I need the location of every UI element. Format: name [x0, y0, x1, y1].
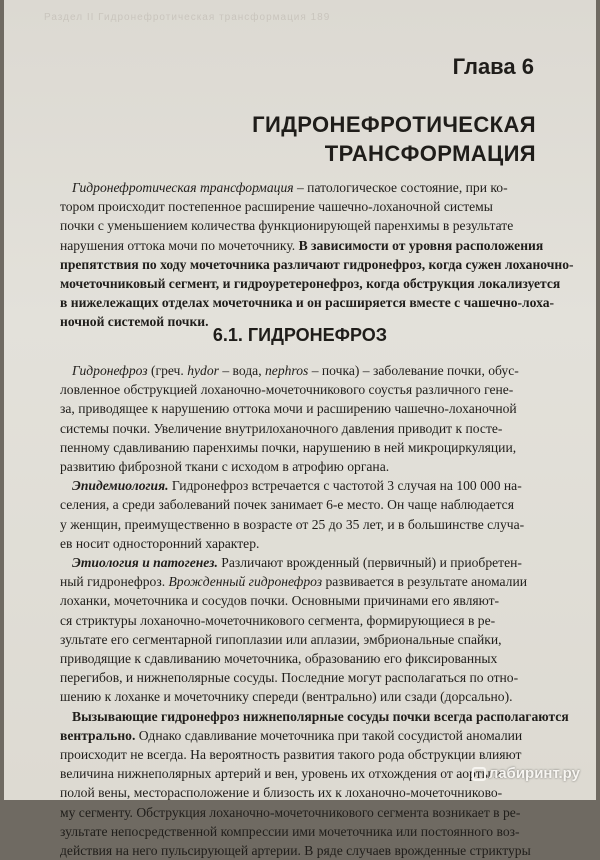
text-span: мочеточниковый сегмент, и гидроуретеронефроз, когда обструкция локализуется [60, 276, 561, 292]
text-span: приводящие к сдавливанию мочеточника, образованию его фиксированных [60, 651, 498, 667]
text-line [60, 630, 536, 649]
text-line [60, 361, 536, 380]
text-span: – вода, [218, 363, 265, 378]
text-span: полой вены, месторасположение и близость их к лоханочно-мочеточниково- [60, 785, 503, 801]
chapter-label: Глава 6 [452, 54, 534, 79]
text-line [60, 274, 561, 293]
text-line [60, 649, 536, 668]
text-span: Врожденный гидронефроз [168, 574, 323, 590]
labirint-logo-icon [472, 767, 486, 781]
text-span: селения, а среди заболеваний почек занимает 6-е место. Он чаще наблюдается [60, 497, 514, 513]
text-span: ся стриктуры лоханочно-мочеточникового сегмента, формирующиеся в ре- [60, 612, 496, 628]
text-span: Эпидемиология. [72, 478, 169, 494]
text-line [60, 822, 536, 841]
text-span: происходит не всегда. На вероятность развития такого рода обструкции влияют [60, 747, 522, 763]
text-line [60, 457, 536, 476]
text-span: ловленное обструкцией лоханочно-мочеточникового соустья различного гене- [60, 382, 514, 398]
text-span: тором происходит постепенное расширение чашечно-лоханочной системы [60, 199, 493, 215]
text-span: Гидронефроз встречается с частотой 3 случая на 100 000 на- [168, 478, 522, 494]
text-span: В зависимости от уровня расположения [298, 237, 544, 253]
text-line [60, 380, 536, 399]
text-span: величина нижнеполярных артерий и вен, уровень их отхождения от аорты и [60, 766, 502, 782]
text-line [60, 216, 536, 235]
text-span: Различают врожденный (первичный) и приобретен- [217, 555, 522, 571]
text-span: шению к лоханке и мочеточнику спереди (вентрально) или сзади (дорсально). [60, 689, 513, 705]
text-line [60, 591, 536, 610]
text-span: лоханки, мочеточника и сосудов почки. Основными причинами его являют- [60, 593, 500, 609]
text-line [60, 495, 536, 514]
text-span: системы почки. Увеличение внутрилоханочного давления приводит к посте- [60, 420, 503, 436]
text-line [60, 515, 536, 534]
text-line [60, 764, 536, 783]
text-line [60, 399, 536, 418]
text-line [60, 687, 536, 706]
text-line [60, 438, 536, 457]
text-span: Вызывающие гидронефроз нижнеполярные сосуды почки всегда располагаются [72, 708, 569, 724]
text-span: – почка) – заболевание почки, обус- [308, 363, 519, 378]
text-line [60, 476, 536, 495]
text-span: почки с уменьшением количества функционирующей паренхимы в результате [60, 218, 514, 234]
text-line [60, 534, 536, 553]
text-line [60, 841, 536, 860]
text-span: зультате его сегментарной гипоплазии или аплазии, эмбриональные спайки, [60, 631, 502, 647]
text-span: развивается в результате аномалии [322, 574, 528, 590]
book-page [4, 0, 596, 859]
text-span: nephros [265, 363, 309, 378]
text-span: за, приводящее к нарушению оттока мочи и расширению чашечно-лоханочной [60, 401, 517, 417]
text-span: ночной системой почки. [60, 314, 209, 330]
text-line [60, 803, 536, 822]
text-line [60, 197, 536, 216]
text-line [60, 783, 536, 802]
text-span: (греч. [147, 363, 188, 378]
text-line [60, 668, 536, 687]
text-span: му сегменту. Обструкция лоханочно-мочеточникового сегмента возникает в ре- [60, 804, 521, 820]
text-span: вентрально. [60, 727, 136, 743]
text-span: Гидронефроз [72, 363, 148, 378]
text-span: препятствия по ходу мочеточника различают гидронефроз, когда сужен лоханочно- [60, 256, 574, 272]
text-span: ный гидронефроз. [60, 574, 169, 590]
text-span: ев носит односторонний характер. [60, 535, 260, 551]
watermark [472, 765, 580, 782]
text-line [60, 255, 574, 274]
text-line [60, 419, 536, 438]
section-heading: 6.1. ГИДРОНЕФРОЗ [212, 325, 388, 345]
watermark-text: лабиринт.ру [488, 765, 580, 782]
text-span: пенному сдавливанию паренхимы почки, нарушению в ней микроциркуляции, [60, 439, 517, 455]
text-line [60, 553, 536, 572]
text-line [60, 611, 536, 630]
text-line [60, 293, 555, 312]
text-span: зультате непосредственной компрессии ими мочеточника или постоянного воз- [60, 823, 520, 839]
text-line [60, 178, 536, 197]
text-span: hydor [187, 363, 219, 378]
text-span: развитию фиброзной ткани с исходом в атрофию органа. [60, 459, 390, 475]
text-span: Гидронефротическая трансформация [72, 180, 294, 195]
section-body [60, 361, 569, 860]
text-span: действия на него пульсирующей артерии. В ряде случаев врожденные стриктуры [60, 843, 531, 859]
text-line [60, 236, 544, 255]
text-span: – патологическое состояние, при ко- [293, 180, 508, 195]
text-span: у женщин, преимущественно в возрасте от 25 до 35 лет, и в большинстве случа- [60, 516, 525, 532]
running-header: Раздел II Гидронефротическая трансформация 189 [44, 12, 331, 23]
text-line [60, 745, 536, 764]
text-span: Этиология и патогенез. [72, 555, 218, 571]
text-span: нарушения оттока мочи по мочеточнику. [60, 237, 299, 253]
text-span: Однако сдавливание мочеточника при такой сосудистой аномалии [135, 727, 523, 743]
chapter-title [4, 110, 536, 168]
text-line [60, 726, 536, 745]
text-line [60, 572, 536, 591]
chapter-title-line-2: ТРАНСФОРМАЦИЯ [324, 141, 536, 166]
chapter-title-line-1: ГИДРОНЕФРОТИЧЕСКАЯ [252, 112, 536, 137]
text-span: перегибов, и нижнеполярные сосуды. Последние могут располагаться по отно- [60, 670, 519, 686]
text-line [60, 707, 569, 726]
intro-paragraph [60, 178, 574, 332]
text-span: в нижележащих отделах мочеточника и он расширяется вместе с чашечно-лоха- [60, 295, 555, 311]
